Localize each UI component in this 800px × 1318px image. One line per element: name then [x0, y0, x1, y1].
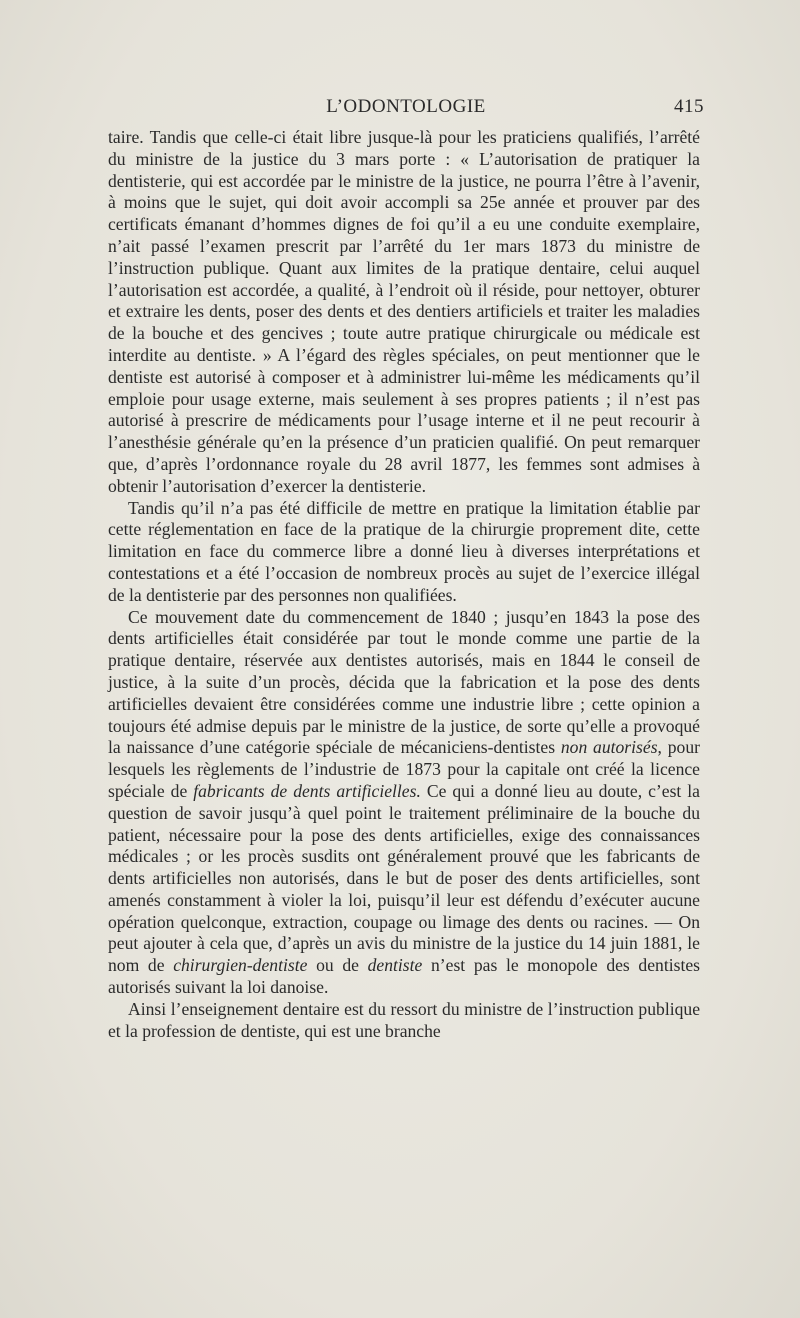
- page-header: [108, 96, 704, 122]
- text-run: , pour lesquels les règlements de l’industrie de 1873 pour la capitale ont créé la licence spéciale de: [108, 737, 700, 801]
- body-text: [108, 127, 700, 1042]
- italic-run: fabricants de dents artificielles.: [193, 780, 421, 801]
- text-run: Ce qui a donné lieu au doute, c’est la question de savoir jusqu’à quel point le traitement préliminaire de la bouche du patient, nécessaire pour la pose des dents artificielles, exige des connaissances médicales ; or les procès susdits ont généralement prouvé que les fabricants de dents artificielles non autorisés, dans le but de poser des dents artificielles, sont amenés constamment à violer la loi, puisqu’il leur est défendu d’exécuter aucune opération quelconque, extraction, coupage ou limage des dents ou racines. — On peut ajouter à cela que, d’après un avis du ministre de la justice du 14 juin 1881, le nom de: [108, 780, 700, 976]
- text-run: taire. Tandis que celle-ci était libre jusque-là pour les praticiens qualifiés, l’arrêté du ministre de la justice du 3 mars porte : « L’autorisation de pratiquer la dentisterie, qui est accordée par le ministre de la justice, ne pourra l’être à l’avenir, à moins que le sujet, qui doit avoir accompli sa 25e année et prouver par des certificats émanant d’hommes dignes de foi qu’il a eu une conduite exemplaire, n’ait passé l’examen prescrit par l’arrêté du 1er mars 1873 du ministre de l’instruction publique. Quant aux limites de la pratique dentaire, celui auquel l’autorisation est accordée, a qualité, à l’endroit où il réside, pour nettoyer, obturer et extraire les dents, poser des dents et des dentiers artificiels et traiter les maladies de la bouche et des gencives ; toute autre pratique chirurgicale ou médicale est interdite au dentiste. » A l’égard des règles spéciales, on peut mentionner que le dentiste est autorisé à composer et à administrer lui-même les médicaments qu’il emploie pour usage externe, mais seulement à ses propres patients ; il n’est pas autorisé à prescrire de médicaments pour l’usage interne et il ne peut recourir à l’anesthésie générale qu’en la présence d’un praticien qualifié. On peut remarquer que, d’après l’ordonnance royale du 28 avril 1877, les femmes sont admises à obtenir l’autorisation d’exercer la dentisterie.: [108, 127, 700, 496]
- text-run: Ainsi l’enseignement dentaire est du ressort du ministre de l’instruction publique et la profession de dentiste, qui est une branche: [108, 998, 700, 1041]
- paragraph: [108, 498, 700, 607]
- paragraph: [108, 999, 700, 1043]
- running-title: L’ODONTOLOGIE: [326, 96, 486, 117]
- italic-run: dentiste: [367, 955, 423, 976]
- paragraph: [108, 607, 700, 999]
- text-run: n’est pas le monopole des dentistes autorisés suivant la loi danoise.: [108, 955, 700, 998]
- text-run: Ce mouvement date du commencement de 1840 ; jusqu’en 1843 la pose des dents artificielles était considérée par tout le monde comme une partie de la pratique dentaire, réservée aux dentistes autorisés, mais en 1844 le conseil de justice, à la suite d’un procès, décida que la fabrication et la pose des dents artificielles devaient être considérées comme une industrie libre ; cette opinion a toujours été admise depuis par le ministre de la justice, de sorte qu’elle a provoqué la naissance d’une catégorie spéciale de mécaniciens-dentistes: [108, 606, 700, 758]
- italic-run: non autorisés: [560, 737, 658, 758]
- italic-run: chirurgien-dentiste: [173, 955, 308, 976]
- paragraph: [108, 127, 700, 498]
- text-run: ou de: [307, 955, 368, 976]
- text-run: Tandis qu’il n’a pas été difficile de mettre en pratique la limitation établie par cette réglementation en face de la pratique de la chirurgie proprement dite, cette limitation en face du commerce libre a donné lieu à diverses interprétations et contestations et a été l’occasion de nombreux procès au sujet de l’exercice illégal de la dentisterie par des personnes non qualifiées.: [108, 497, 700, 605]
- page-number: 415: [674, 96, 704, 117]
